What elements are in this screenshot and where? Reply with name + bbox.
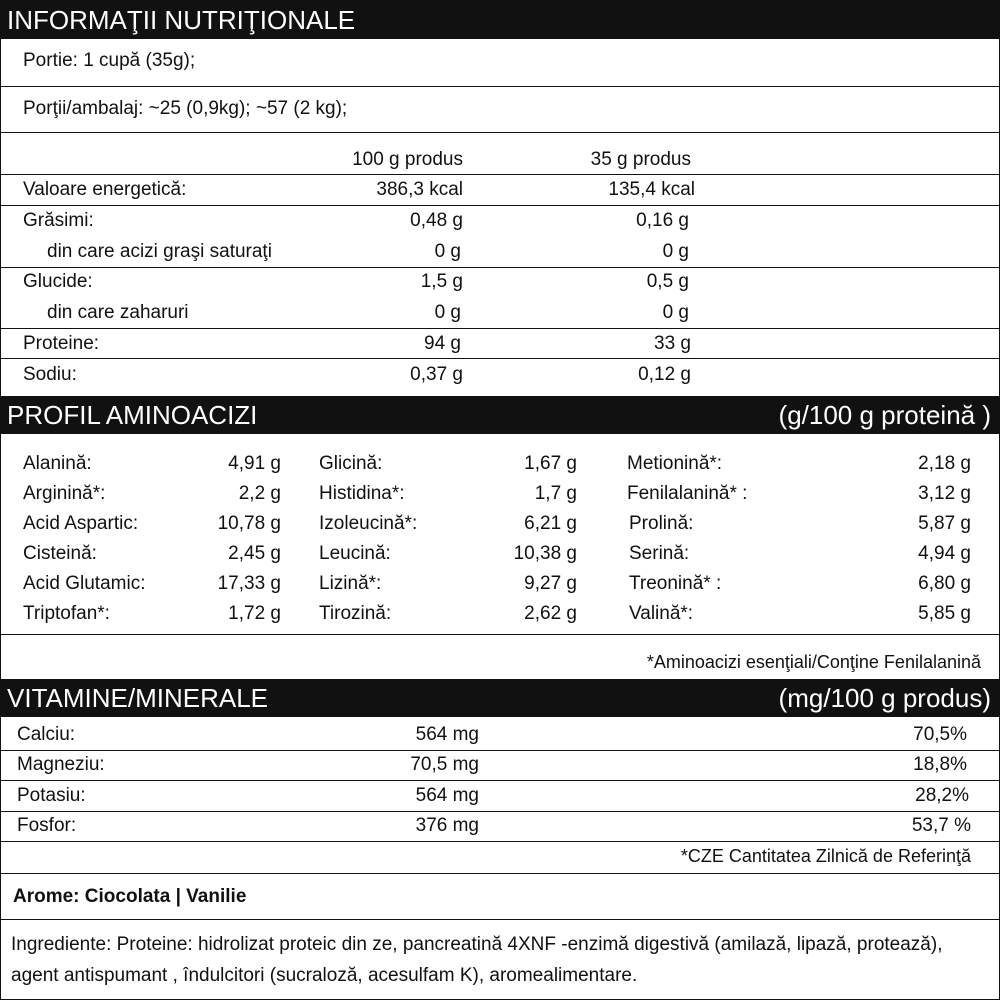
- amino-name: Prolină:: [629, 513, 694, 534]
- amino-name: Izoleucină*:: [319, 513, 418, 534]
- mineral-percent: 53,7 %: [911, 815, 971, 836]
- amino-name: Serină:: [629, 543, 690, 564]
- amino-value: 6,21 g: [524, 513, 577, 534]
- divider: [1, 267, 999, 268]
- vitamins-unit: (mg/100 g produs): [778, 683, 991, 713]
- amino-name: Fenilalanină* :: [627, 483, 748, 504]
- nutrient-value-100g: 386,3 kcal: [376, 179, 463, 200]
- mineral-name: Magneziu:: [17, 754, 105, 775]
- mineral-percent: 18,8%: [913, 754, 967, 775]
- amino-unit: (g/100 g proteină ): [778, 400, 991, 430]
- amino-name: Glicină:: [319, 453, 383, 474]
- mineral-amount: 564 mg: [415, 724, 479, 745]
- divider: [1, 841, 999, 842]
- nutrient-value-100g: 0,48 g: [410, 210, 463, 231]
- amino-name: Histidina*:: [319, 483, 405, 504]
- nutrient-label: Valoare energetică:: [23, 179, 187, 200]
- nutrient-label: Glucide:: [23, 271, 93, 292]
- amino-name: Leucină:: [319, 543, 391, 564]
- amino-value: 1,7 g: [534, 483, 577, 504]
- nutrient-sublabel: din care acizi graşi saturaţi: [47, 241, 272, 262]
- amino-value: 5,85 g: [918, 603, 971, 624]
- nutrient-value-35g: 0 g: [662, 302, 689, 323]
- mineral-amount: 70,5 mg: [410, 754, 479, 775]
- amino-value: 4,91 g: [228, 453, 281, 474]
- vitamins-title: VITAMINE/MINERALE: [7, 683, 269, 713]
- mineral-amount: 376 mg: [415, 815, 479, 836]
- amino-name: Acid Aspartic:: [23, 513, 139, 534]
- serving-size: Portie: 1 cupă (35g);: [23, 50, 196, 71]
- col-header-100g: 100 g produs: [352, 149, 463, 170]
- divider: [1, 634, 999, 635]
- amino-value: 10,38 g: [513, 543, 577, 564]
- amino-name: Treonină* :: [629, 573, 722, 594]
- divider: [1, 174, 999, 175]
- nutrient-value-100g: 0 g: [434, 302, 461, 323]
- servings-per-pack: Porţii/ambalaj: ~25 (0,9kg); ~57 (2 kg);: [23, 98, 348, 119]
- nutrient-value-100g: 0 g: [434, 241, 461, 262]
- nutrient-sublabel: din care zaharuri: [47, 302, 189, 323]
- divider: [1, 205, 999, 206]
- amino-value: 10,78 g: [217, 513, 281, 534]
- amino-value: 1,67 g: [524, 453, 577, 474]
- mineral-percent: 70,5%: [913, 724, 967, 745]
- divider: [1, 919, 999, 920]
- nutrient-value-35g: 0 g: [662, 241, 689, 262]
- amino-value: 17,33 g: [217, 573, 281, 594]
- amino-value: 2,18 g: [918, 453, 971, 474]
- col-header-35g: 35 g produs: [590, 149, 691, 170]
- nutrient-value-35g: 0,16 g: [636, 210, 689, 231]
- nutrient-value-100g: 0,37 g: [410, 364, 463, 385]
- mineral-name: Potasiu:: [17, 785, 86, 806]
- amino-header-bar: [1, 396, 999, 434]
- nutrition-header-bar: [1, 1, 999, 39]
- amino-name: Arginină*:: [23, 483, 106, 504]
- amino-name: Lizină*:: [319, 573, 382, 594]
- amino-name: Valină*:: [629, 603, 694, 624]
- amino-value: 2,62 g: [524, 603, 577, 624]
- nutrition-title: INFORMAŢII NUTRIŢIONALE: [7, 5, 356, 35]
- amino-value: 4,94 g: [918, 543, 971, 564]
- amino-footnote: *Aminoacizi esenţiali/Conţine Fenilalanină: [646, 652, 981, 672]
- amino-name: Triptofan*:: [23, 603, 110, 624]
- mineral-name: Calciu:: [17, 724, 76, 745]
- amino-value: 2,45 g: [228, 543, 281, 564]
- divider: [1, 86, 999, 87]
- ingredients: Ingrediente: Proteine: hidrolizat proteic din ze, pancreatină 4XNF -enzimă digestivă (amilază, lipază, protează), agent antispumant , îndulcitori (sucraloză, acesulfam K), aromealimentare.: [11, 934, 943, 986]
- nutrient-value-35g: 33 g: [654, 333, 691, 354]
- amino-name: Cisteină:: [23, 543, 97, 564]
- nutrient-value-35g: 0,5 g: [646, 271, 689, 292]
- nutrient-value-35g: 135,4 kcal: [608, 179, 695, 200]
- amino-name: Acid Glutamic:: [23, 573, 146, 594]
- mineral-name: Fosfor:: [17, 815, 77, 836]
- nutrient-value-35g: 0,12 g: [638, 364, 691, 385]
- amino-value: 5,87 g: [918, 513, 971, 534]
- divider: [1, 132, 999, 133]
- divider: [1, 811, 999, 812]
- mineral-percent: 28,2%: [915, 785, 969, 806]
- divider: [1, 358, 999, 359]
- vitamins-header-bar: [1, 679, 999, 717]
- divider: [1, 780, 999, 781]
- amino-name: Tirozină:: [319, 603, 392, 624]
- amino-value: 1,72 g: [228, 603, 281, 624]
- amino-value: 9,27 g: [524, 573, 577, 594]
- amino-name: Metionină*:: [627, 453, 723, 474]
- amino-name: Alanină:: [23, 453, 92, 474]
- amino-value: 3,12 g: [918, 483, 971, 504]
- amino-value: 6,80 g: [918, 573, 971, 594]
- vitamins-footnote: *CZE Cantitatea Zilnică de Referinţă: [680, 846, 971, 866]
- amino-title: PROFIL AMINOACIZI: [7, 400, 258, 430]
- nutrient-label: Grăsimi:: [23, 210, 94, 231]
- mineral-amount: 564 mg: [415, 785, 479, 806]
- nutrient-label: Sodiu:: [23, 364, 77, 385]
- nutrient-value-100g: 1,5 g: [420, 271, 463, 292]
- nutrient-label: Proteine:: [23, 333, 100, 354]
- divider: [1, 873, 999, 874]
- amino-value: 2,2 g: [238, 483, 281, 504]
- divider: [1, 750, 999, 751]
- divider: [1, 328, 999, 329]
- flavors: Arome: Ciocolata | Vanilie: [13, 886, 247, 907]
- nutrient-value-100g: 94 g: [424, 333, 461, 354]
